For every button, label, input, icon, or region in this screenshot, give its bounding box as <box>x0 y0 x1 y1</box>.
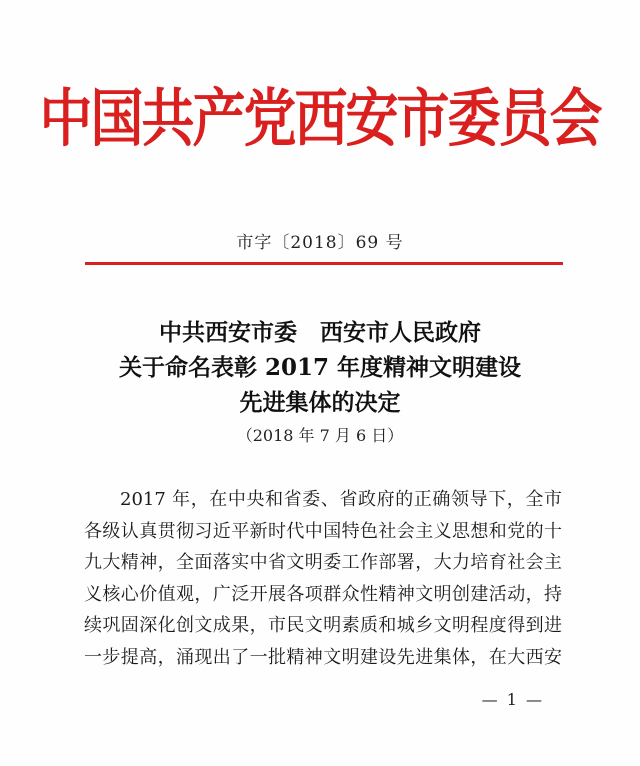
document-number: 市字〔2018〕69 号 <box>236 233 404 253</box>
document-date: （2018 年 7 月 6 日） <box>236 426 404 445</box>
red-divider-line <box>85 262 563 265</box>
body-line: 一步提高，涌现出了一批精神文明建设先进集体，在大西安 <box>84 646 562 668</box>
body-line: 续巩固深化创文成果，市民文明素质和城乡文明程度得到进 <box>84 615 562 636</box>
body-paragraph <box>84 484 562 673</box>
title-line: 中共西安市委 西安市人民政府 <box>159 319 481 346</box>
title-line: 关于命名表彰 2017 年度精神文明建设 <box>118 354 522 381</box>
body-line: 各级认真贯彻习近平新时代中国特色社会主义思想和党的十 <box>84 520 562 542</box>
page-number: — 1 — <box>481 690 544 709</box>
body-line: 九大精神，全面落实中省文明委工作部署，大力培育社会主 <box>84 552 562 573</box>
body-line: 2017 年，在中央和省委、省政府的正确领导下，全市 <box>120 489 562 510</box>
issuing-organization-header: 中国共产党西安市委员会 <box>39 82 601 156</box>
document-title-block <box>0 315 640 450</box>
body-line: 义核心价值观，广泛开展各项群众性精神文明创建活动，持 <box>84 583 562 605</box>
title-line: 先进集体的决定 <box>239 389 401 416</box>
